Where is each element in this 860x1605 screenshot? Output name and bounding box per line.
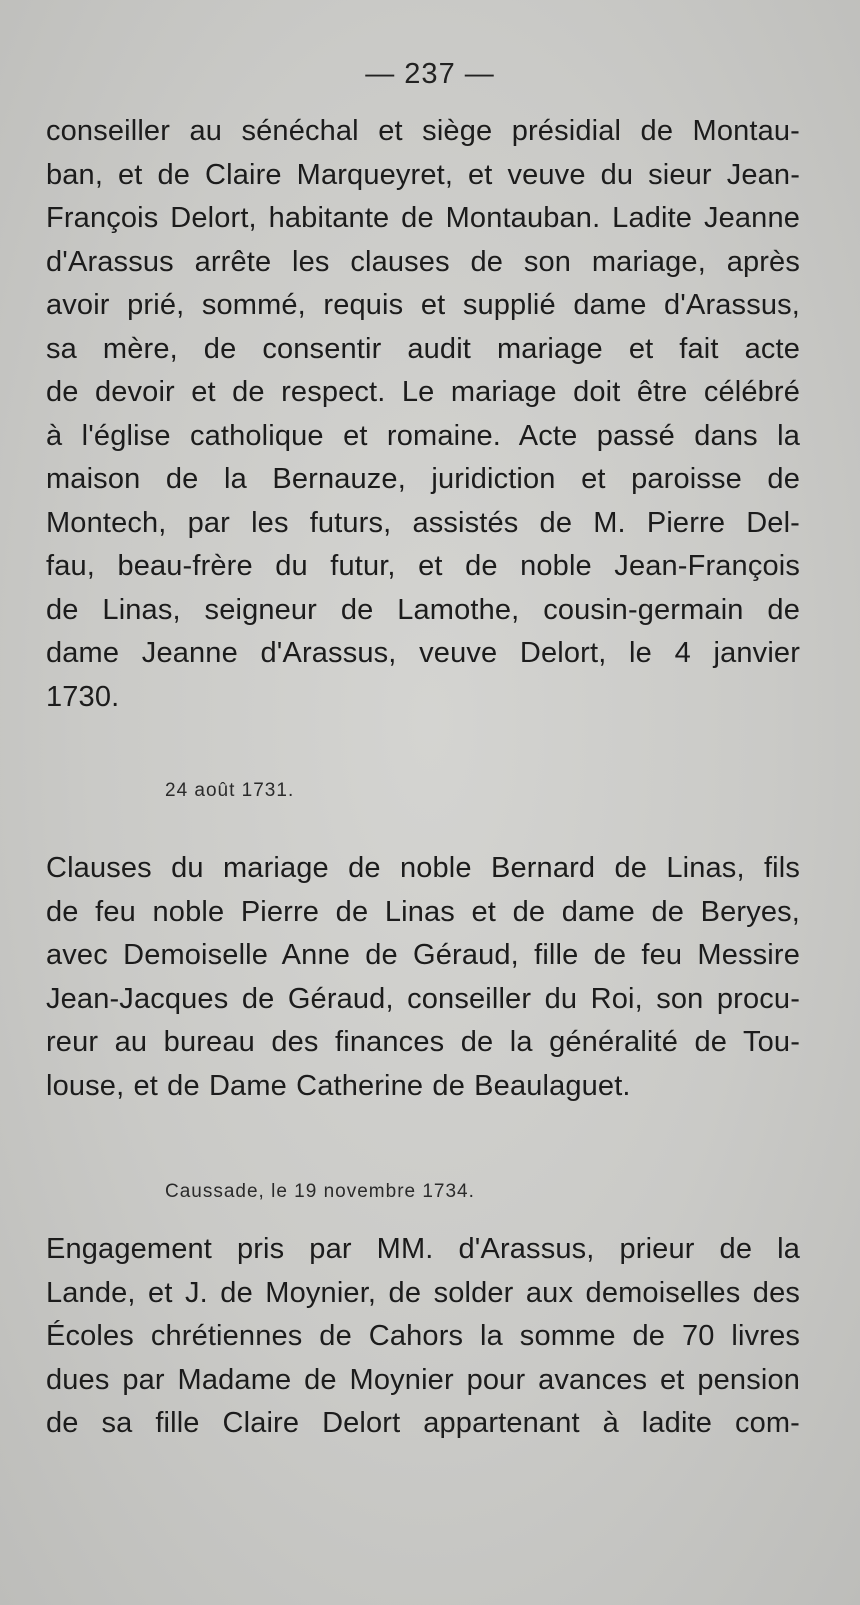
text-line: d'Arassus arrête les clauses de son mariage, après <box>46 245 800 278</box>
text-line: avec Demoiselle Anne de Géraud, fille de feu Messire <box>46 939 800 971</box>
text-line: avoir prié, sommé, requis et supplié dame d'Arassus, <box>46 289 800 321</box>
paragraph-marriage-clauses-arassus <box>46 110 800 719</box>
text-line: Engagement pris par MM. d'Arassus, prieur de la <box>46 1233 800 1265</box>
text-line: de devoir et de respect. Le mariage doit être célébré <box>46 376 800 408</box>
section-place-date-heading: Caussade, le 19 novembre 1734. <box>165 1181 475 1202</box>
text-line: de sa fille Claire Delort appartenant à ladite com- <box>46 1407 800 1439</box>
page-number: — 237 — <box>365 58 495 90</box>
text-line: Écoles chrétiennes de Cahors la somme de 70 livres <box>46 1320 800 1352</box>
paragraph-engagement <box>46 1228 800 1446</box>
text-line: François Delort, habitante de Montauban. Ladite Jeanne <box>46 202 800 234</box>
text-line: Montech, par les futurs, assistés de M. Pierre Del- <box>46 506 800 539</box>
text-line: à l'église catholique et romaine. Acte passé dans la <box>46 419 800 452</box>
text-line: sa mère, de consentir audit mariage et fait acte <box>46 332 800 365</box>
section-date-heading: 24 août 1731. <box>165 780 295 801</box>
text-line: Jean-Jacques de Géraud, conseiller du Roi, son procu- <box>46 982 800 1015</box>
text-line: de Linas, seigneur de Lamothe, cousin-germain de <box>46 593 800 626</box>
text-line: louse, et de Dame Catherine de Beaulaguet. <box>46 1069 631 1102</box>
text-line: Clauses du mariage de noble Bernard de Linas, fils <box>46 852 800 884</box>
text-line: dues par Madame de Moynier pour avances et pension <box>46 1363 800 1396</box>
text-line: conseiller au sénéchal et siège présidial de Montau- <box>46 115 800 147</box>
text-line: de feu noble Pierre de Linas et de dame de Beryes, <box>46 895 800 928</box>
text-line: dame Jeanne d'Arassus, veuve Delort, le 4 janvier <box>46 637 800 669</box>
text-line: fau, beau-frère du futur, et de noble Jean-François <box>46 550 800 582</box>
text-line: ban, et de Claire Marqueyret, et veuve du sieur Jean- <box>46 158 800 191</box>
text-line: maison de la Bernauze, juridiction et paroisse de <box>46 463 800 495</box>
text-line: 1730. <box>46 680 120 713</box>
text-line: Lande, et J. de Moynier, de solder aux demoiselles des <box>46 1276 800 1309</box>
paragraph-marriage-clauses-linas <box>46 847 800 1108</box>
text-line: reur au bureau des finances de la généralité de Tou- <box>46 1026 800 1058</box>
